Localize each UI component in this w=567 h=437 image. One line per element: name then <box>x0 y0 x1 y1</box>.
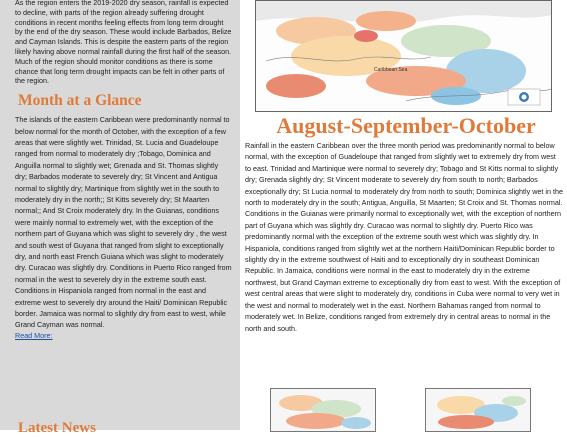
month-at-a-glance-text: The islands of the eastern Caribbean were predominantly normal to below normal for the month of October, with the exception of a few areas that were slightly wet. Trinidad, St. Lucia and Guadeloupe ranged from normal to moderately dry ;Tobago, Dominica and Anguilla normal to slightly wet; Grenada and St. Thomas slightly dry; Barbados moderate to severely dry; St Vincent and Antigua normal to slightly dry; Martinique from slightly wet in the south to moderately dry in the north;; St Kitts severely dry; St Maarten normal;; And St Croix moderately dry. In the Guianas, conditions were mainly normal to extremely wet, with the exception of the northern part of Guyana which was slight to severely dry , the west and south west of Guyana that ranged from slight to exceptionally dry, and north east French Guiana which was slight to moderately dry. Curacao was slightly dry. Conditions in Puerto Rico ranged from normal in the west to severely dry in the extreme south east. Conditions in Hispaniola ranged from normal in the east and extreme west to severely dry around the Haiti/ Dominican Republic border. Jamaica was normal to slightly dry from east to west, while Grand Cayman was normal. <box>15 115 232 330</box>
aso-text: Rainfall in the eastern Caribbean over the three month period was predominantly normal to below normal, with the exception of Guadeloupe that ranged from slightly wet to extremely dry from west to east. Trinidad and Martinique were normal to severely dry; Tobago and St Kitts normal to slightly dry; Grenada slightly dry; St Vincent moderate to severely dry from south to north; Barbados exceptionally dry; St Lucia normal to moderately dry from north to south; Dominica slightly wet in the north to moderately dry in the south; Antigua, Anguilla, St Maarten; St Croix and St. Thomas normal. Conditions in the Guianas were primarily normal to exceptionally wet, with the exception of northern part of Guyana which was slightly dry. Curacao was normal to slightly dry. Puerto Rico was predominantly normal with the exception of the extreme south west which was slightly dry. In Hispaniola, conditions ranged from slightly wet at the northern Haiti/Dominican Republic border to slightly dry in the extreme southwest of Haiti and to exceptionally dry in southeast Dominican Republic. In Jamaica, conditions were normal in the east to moderately dry in the extreme northwest, but Grand Cayman extreme to exceptionally dry from east to west. With the exception of west central areas that were slight to moderately dry, conditions in Cuba were normal to very wet in the west and normal to moderately wet in the east. Northern Bahamas ranged from normal to moderately wet. In Belize, conditions ranged from extremely dry in central areas to normal in the north and south. <box>245 141 563 333</box>
read-more-link[interactable]: Read More: <box>15 330 53 340</box>
right-column <box>245 0 567 430</box>
rainfall-map-graphic <box>256 1 551 111</box>
left-column <box>0 0 240 436</box>
small-map-2-graphic <box>426 389 530 431</box>
month-at-a-glance-heading: Month at a Glance <box>18 92 142 110</box>
aso-heading: August-September-October <box>276 113 536 138</box>
small-map-2 <box>425 388 531 432</box>
rainfall-map <box>255 0 552 112</box>
latest-news-heading: Latest News <box>18 420 96 436</box>
intro-paragraph <box>15 0 232 86</box>
map-label: Caribbean Sea <box>374 67 408 73</box>
small-map-1-graphic <box>271 389 375 431</box>
intro-text: As the region enters the 2019-2020 dry season, rainfall is expected to decline, with parts of the region already suffering drought conditions in recent months feeling effects from long term drought by the end of the dry season. These would include Barbados, Belize and Cayman Islands. This is despite the eastern parts of the region likely having above normal rainfall during the first half of the season. Much of the region should monitor conditions as there is some chance that long term drought impacts can be felt in other parts of the region. <box>15 0 232 86</box>
small-map-1 <box>270 388 376 432</box>
